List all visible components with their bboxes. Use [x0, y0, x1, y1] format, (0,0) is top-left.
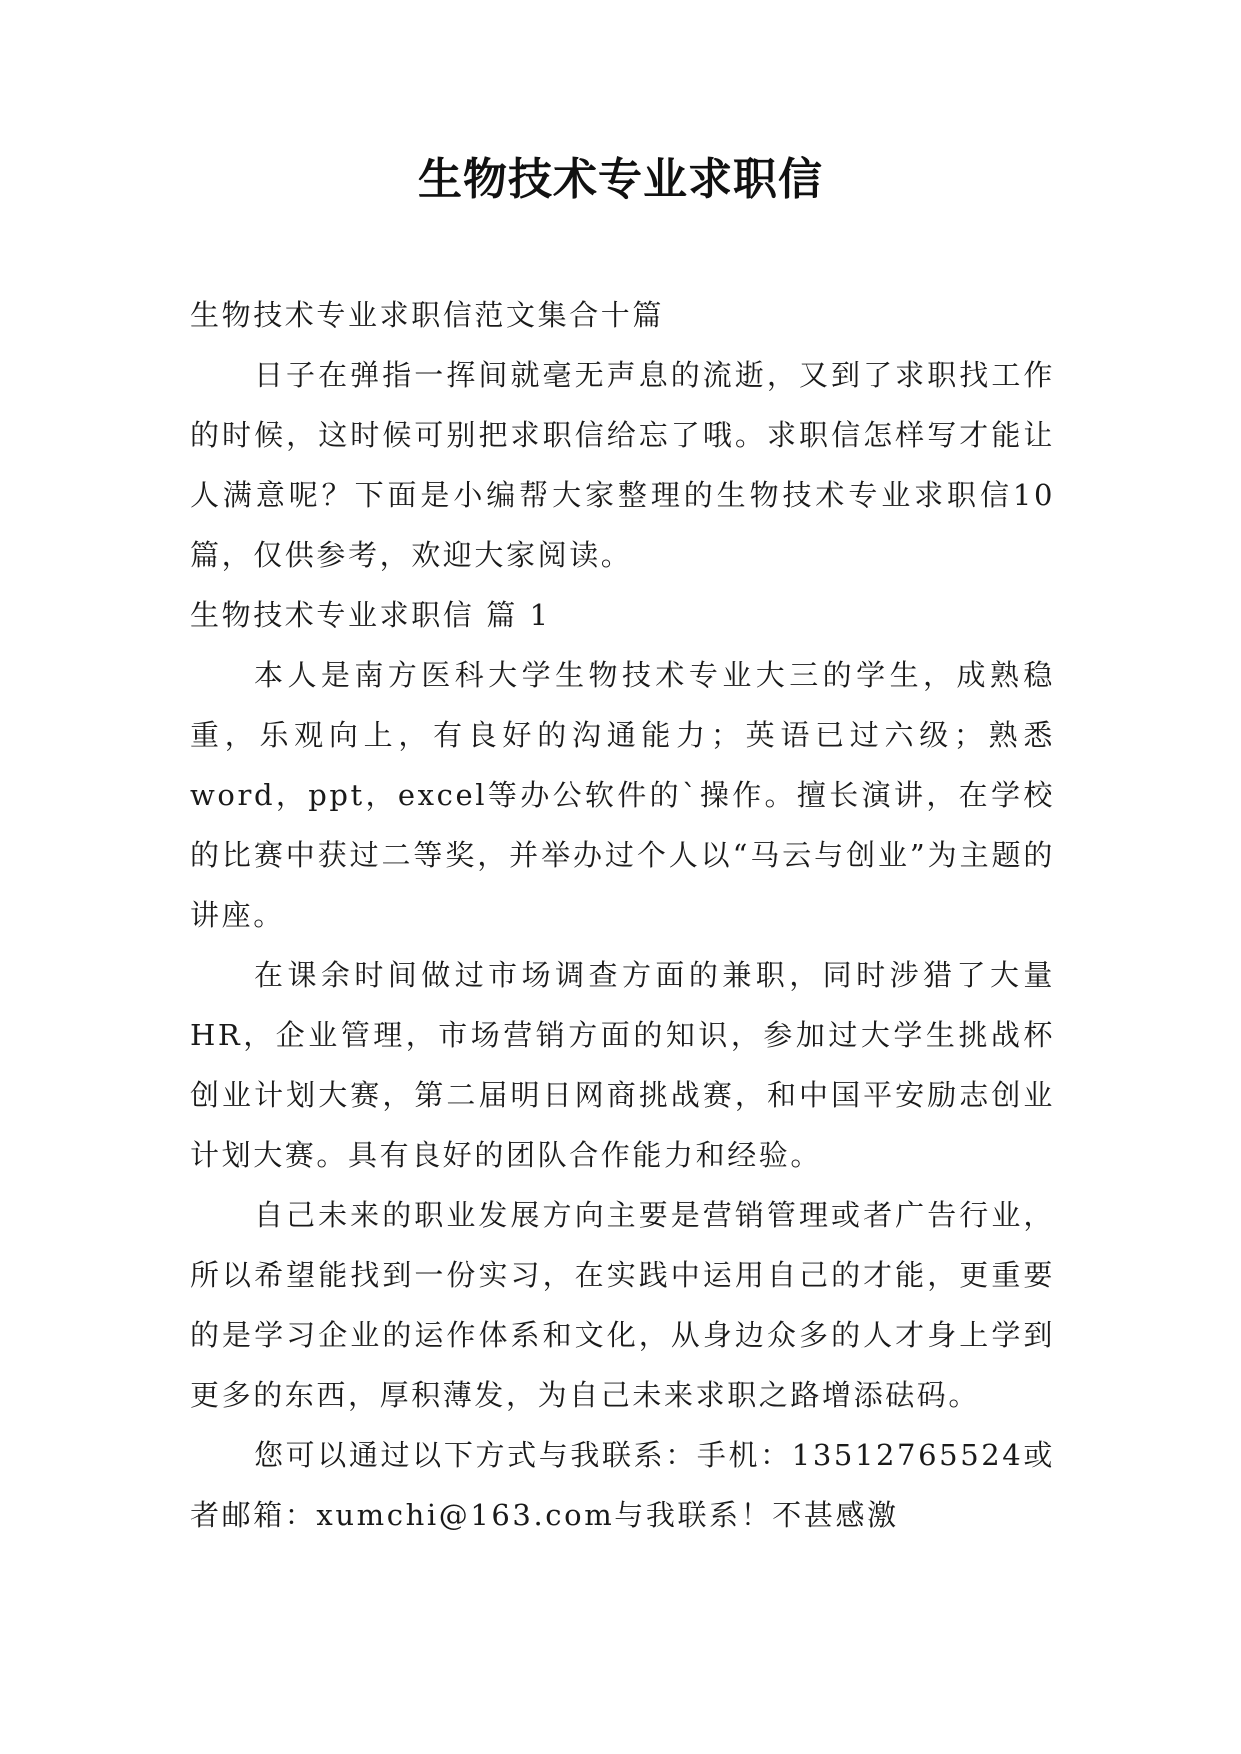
- section-heading: 生物技术专业求职信 篇 1: [190, 598, 551, 632]
- body-paragraph-2: 在课余时间做过市场调查方面的兼职，同时涉猎了大量HR，企业管理，市场营销方面的知识，参加过大学生挑战杯创业计划大赛，第二届明日网商挑战赛，和中国平安励志创业计划大赛。具有良好的团队合作能力和经验。: [190, 958, 1055, 1172]
- contact-paragraph: 您可以通过以下方式与我联系：手机：13512765524或者邮箱：xumchi@163.com与我联系！不甚感激: [190, 1438, 1055, 1532]
- intro-paragraph: 日子在弹指一挥间就毫无声息的流逝，又到了求职找工作的时候，这时候可别把求职信给忘了哦。求职信怎样写才能让人满意呢？下面是小编帮大家整理的生物技术专业求职信10篇，仅供参考，欢迎大家阅读。: [190, 358, 1055, 572]
- document-subtitle: 生物技术专业求职信范文集合十篇: [190, 298, 665, 332]
- body-paragraph-1: 本人是南方医科大学生物技术专业大三的学生，成熟稳重，乐观向上，有良好的沟通能力；英语已过六级；熟悉word，ppt，excel等办公软件的`操作。擅长演讲，在学校的比赛中获过二等奖，并举办过个人以“马云与创业”为主题的讲座。: [190, 658, 1055, 932]
- document-body: [190, 290, 1055, 1545]
- body-paragraph-3: 自己未来的职业发展方向主要是营销管理或者广告行业，所以希望能找到一份实习，在实践中运用自己的才能，更重要的是学习企业的运作体系和文化，从身边众多的人才身上学到更多的东西，厚积薄发，为自己未来求职之路增添砝码。: [190, 1198, 1055, 1412]
- document-title: 生物技术专业求职信: [418, 154, 823, 205]
